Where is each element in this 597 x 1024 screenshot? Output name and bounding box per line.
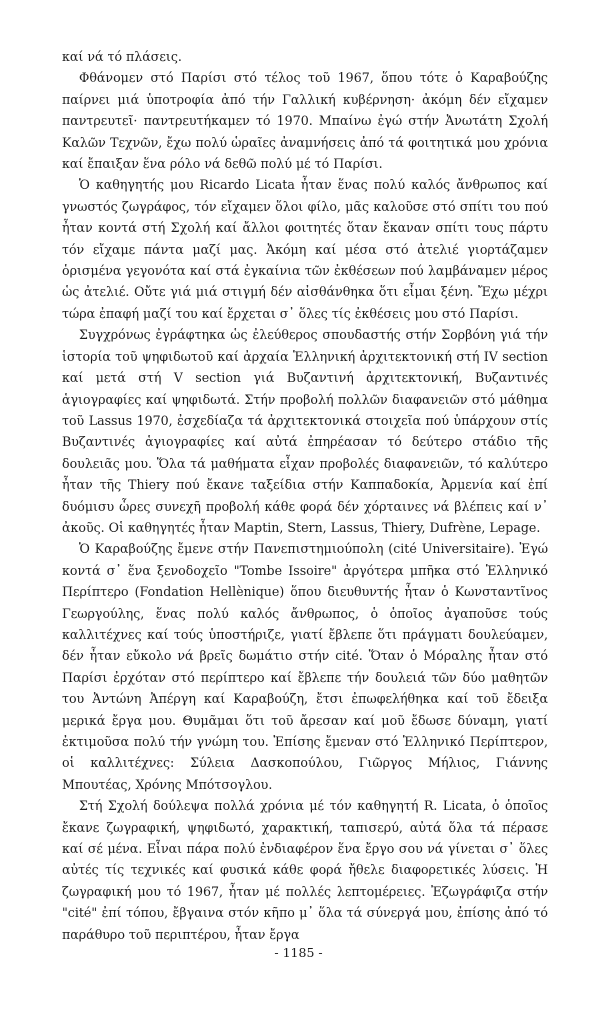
paragraph-arrival-paris: Φθάνομεν στό Παρίσι στό τέλος τοῦ 1967, ὅπου τότε ὁ Καραβούζης παίρνει μιά ὑποτροφία ἀπό τήν Γαλλική κυβέρνηση· ἀκόμη δέν εἴχαμεν παντρευτεῖ· παντρευτήκαμεν τό 1970. Μπαίνω ἐγώ στήν Ἀνωτάτη Σχολή Καλῶν Τεχνῶν, ἔχω πολύ ὡραῖες ἀναμνήσεις ἀπό τά φοιτητικά μου χρόνια καί ἔπαιξαν ἕνα ρόλο νά δεθῶ πολύ μέ τό Παρίσι. [62, 70, 548, 172]
paragraph-cite-universitaire: Ὁ Καραβούζης ἔμενε στήν Πανεπιστημιούπολη (cité Universitaire). Ἐγώ κοντά σ᾿ ἕνα ξενοδοχεῖο "Tombe Issoire" ἀργότερα μπῆκα στό Ἑλληνικό Περίπτερο (Fondation Hellènique) ὅπου διευθυντής ἦταν ὁ Κωνσταντῖνος Γεωργούλης, ἕνας πολύ καλός ἄνθρωπος, ὁ ὁποῖος ἀγαποῦσε τούς καλλιτέχνες καί τούς ὑποστήριζε, γιατί ἔβλεπε ὅτι πράγματι δουλεύαμεν, δέν ἦταν εὔκολο νά βρεῖς δωμάτιο στήν cité. Ὅταν ὁ Μόραλης ἦταν στό Παρίσι ἐρχόταν στό περίπτερο καί ἔβλεπε τήν δουλειά τῶν δύο μαθητῶν του Ἀντώνη Ἀπέργη καί Καραβούζη, ἔτσι ἐπωφελήθηκα καί τοῦ ἔδειξα μερικά ἔργα μου. Θυμᾶμαι ὅτι τοῦ ἄρεσαν καί μοῦ ἔδωσε δύναμη, γιατί ἐκτιμοῦσα πολύ τήν γνώμη του. Ἐπίσης ἔμεναν στό Ἑλληνικό Περίπτερον, οἱ καλλιτέχνες: Σύλεια Δασκοπούλου, Γιῶργος Μήλιος, Γιάννης Μπουτέας, Χρόνης Μπότσογλου. [62, 541, 548, 792]
paragraph-school-work: Στή Σχολή δούλεψα πολλά χρόνια μέ τόν καθηγητή R. Licata, ὁ ὁποῖος ἔκανε ζωγραφική, ψηφιδωτό, χαρακτική, ταπισερύ, αὐτά ὅλα τά πέρασε καί σέ μένα. Εἶναι πάρα πολύ ἐνδιαφέρον ἕνα ἔργο σου νά γίνεται σ᾿ ὅλες αὐτές τίς τεχνικές καί φυσικά κάθε φορά ἤθελε διαφορετικές λύσεις. Ἡ ζωγραφική μου τό 1967, ἦταν μέ πολλές λεπτομέρειες. Ἐζωγράφιζα στήν "cité" ἐπί τόπου, ἔβγαινα στόν κῆπο μ᾿ ὅλα τά σύνεργά μου, ἐπίσης ἀπό τό παράθυρο τοῦ περιπτέρου, ἦταν ἔργα [62, 798, 548, 942]
paragraph-continuation: καί νά τό πλάσεις. [62, 49, 182, 64]
paragraph-professor-licata: Ὁ καθηγητής μου Ricardo Licata ἦταν ἕνας πολύ καλός ἄνθρωπος καί γνωστός ζωγράφος, τόν εἴχαμεν ὅλοι φίλο, μᾶς καλοῦσε στό σπίτι του πού ἦταν κοντά στή Σχολή καί ἄλλοι φοιτητές ὅταν ἔκαναν σπίτι τους πάρτυ τόν εἴχαμε πάντα μαζί μας. Ἀκόμη καί μέσα στό ἀτελιέ γιορτάζαμεν ὁρισμένα γεγονότα καί στά ἐγκαίνια τῶν ἐκθέσεων πού λαμβάναμεν μέρος ὡς ἀτελιέ. Οὔτε γιά μιά στιγμή δέν αἰσθάνθηκα ὅτι εἶμαι ξένη. Ἔχω μέχρι τώρα ἐπαφή μαζί του καί ἔρχεται σ᾿ ὅλες τίς ἐκθέσεις μου στό Παρίσι. [62, 177, 548, 321]
body-text [62, 46, 548, 945]
page-number: - 1185 - [274, 945, 323, 960]
paragraph-sorbonne: Συγχρόνως ἐγράφτηκα ὡς ἐλεύθερος σπουδαστής στήν Σορβόνη γιά τήν ἱστορία τοῦ ψηφιδωτοῦ καί ἀρχαία Ἑλληνική ἀρχιτεκτονική στή IV section καί μετά στή V section γιά Βυζαντινή ἀρχιτεκτονική, Βυζαντινές ἁγιογραφίες καί ψηφιδωτά. Στήν προβολή πολλῶν διαφανειῶν στό μάθημα τοῦ Lassus 1970, ἐσχεδίαζα τά ἀρχιτεκτονικά στοιχεῖα πού ὑπάρχουν στίς Βυζαντινές ἁγιογραφίες καί αὐτά ἐπηρέασαν τό δεύτερο στάδιο τῆς δουλειᾶς μου. Ὅλα τά μαθήματα εἶχαν προβολές διαφανειῶν, τό καλύτερο ἦταν τῆς Thiery πού ἔκανε ταξείδια στήν Καππαδοκία, Ἀρμενία καί ἐπί δυόμισυ ὧρες συνεχῆ προβολή κάθε φορά δέν χόρταινες νά βλέπεις καί ν᾿ ἀκοῦς. Οἱ καθηγητές ἦταν Maptin, Stern, Lassus, Thiery, Dufrène, Lepage. [62, 327, 548, 535]
